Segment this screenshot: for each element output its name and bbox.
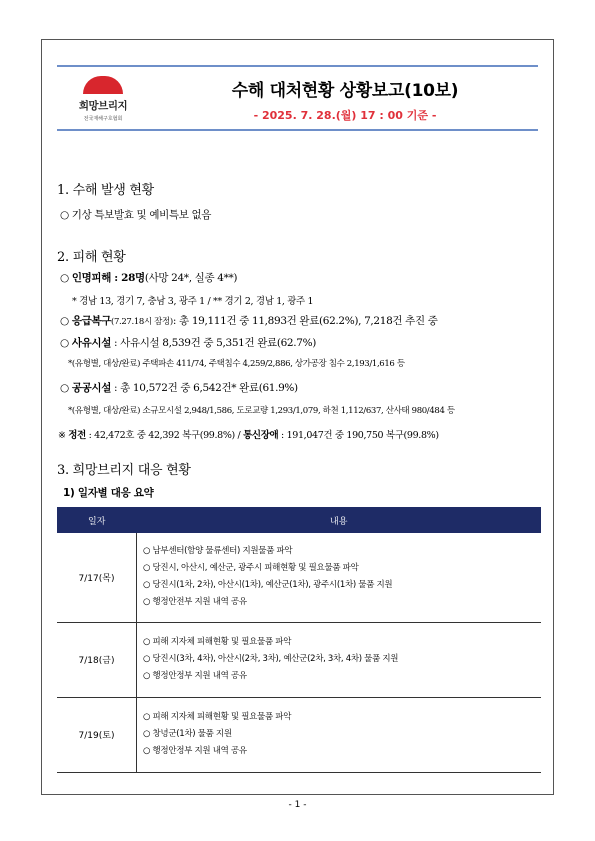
private-facilities-line [60,335,316,350]
content-column-header: 내용 [137,507,542,533]
page-number: - 1 - [288,800,307,810]
emergency-label: 응급복구 [71,315,111,327]
table-row [57,622,541,697]
public-note: *(유형별, 대상/완료) 소규모시설 2,948/1,586, 도로교량 1,293/1,079, 하천 1,112/637, 산사태 980/484 등 [68,406,455,416]
outage-line [58,427,439,441]
public-label: 공공시설 [71,382,111,394]
public-detail: : 총 10,572건 중 6,542건* 완료(61.9%) [110,382,298,394]
header-bottom-rule [57,129,538,131]
casualties-bullet: ○ [60,272,72,284]
emergency-detail: : 총 19,111건 중 11,893건 완료(62.2%), 7,218건 추진 중 [172,315,438,327]
table-row [57,533,541,622]
row-content [137,622,542,697]
row-content [137,533,542,622]
list-item: ○ 피해 지자체 피해현황 및 필요물품 파악 [143,637,292,647]
date-column-header: 일자 [57,507,137,533]
section-2-heading: 2. 피해 현황 [57,250,126,265]
row-date: 7/18(금) [57,622,137,697]
casualties-note: * 경남 13, 경기 7, 충남 3, 광주 1 / ** 경기 2, 경남 1, 광주 1 [72,296,314,307]
row-date: 7/17(목) [57,533,137,622]
outage-mark: ※ [58,430,69,441]
emergency-bullet: ○ [60,315,72,327]
private-bullet: ○ [60,337,72,349]
list-item: ○ 당진시(1차, 2차), 아산시(1차), 예산군(1차), 광주시(1차) 물품 지원 [143,580,393,591]
report-date: - 2025. 7. 28.(월) 17 : 00 기준 - [253,109,437,122]
report-title: 수해 대처현황 상황보고(10보) [231,81,459,101]
list-item: ○ 당진시(3차, 4차), 아산시(2차, 3차), 예산군(2차, 3차, 4차) 물품 지원 [143,654,399,664]
casualties-detail: (사망 24*, 실종 4**) [144,272,238,284]
casualties-line [60,270,237,285]
emergency-line [60,313,438,328]
private-detail: : 사유시설 8,539건 중 5,351건 완료(62.7%) [110,337,316,349]
daily-response-table [57,507,541,773]
logo-subtitle: 전국재해구호협회 [83,116,123,122]
telecom-detail: : 191,047건 중 190,750 복구(99.8%) [278,430,439,441]
list-item: ○ 행정안정부 지원 내역 공유 [143,746,247,756]
list-item: ○ 행정안전부 지원 내역 공유 [143,597,247,608]
list-item: ○ 남부센터(함양 물류센터) 지원물품 파악 [143,546,293,557]
outage-label: 정전 [68,430,86,441]
outage-detail: : 42,472호 중 42,392 복구(99.8%) / [85,430,244,441]
row-content [137,697,542,772]
weather-status: ○ 기상 특보발효 및 예비특보 없음 [60,209,212,221]
list-item: ○ 당진시, 아산시, 예산군, 광주시 피해현황 및 필요물품 파악 [143,563,359,574]
list-item: ○ 창녕군(1차) 물품 지원 [143,729,232,739]
public-facilities-line [60,380,298,395]
row-date: 7/19(토) [57,697,137,772]
list-item: ○ 행정안정부 지원 내역 공유 [143,671,247,681]
header-top-rule [57,65,538,67]
emergency-date: (7.27.18시 잠정) [110,317,173,327]
table-header-row [57,507,541,533]
daily-summary-heading: 1) 일자별 대응 요약 [63,487,154,499]
section-1-heading: 1. 수해 발생 현황 [57,183,154,198]
private-label: 사유시설 [71,337,111,349]
logo-arc-icon [83,76,123,94]
casualties-label: 인명피해 : 28명 [71,272,145,284]
telecom-label: 통신장애 [243,430,279,441]
section-3-heading: 3. 희망브리지 대응 현황 [57,463,191,478]
list-item: ○ 피해 지자체 피해현황 및 필요물품 파악 [143,712,292,722]
table-row [57,697,541,772]
logo [60,76,146,122]
public-bullet: ○ [60,382,72,394]
private-note: *(유형별, 대상/완료) 주택파손 411/74, 주택침수 4,259/2,886, 상가공장 침수 2,193/1,616 등 [68,359,405,369]
logo-name: 희망브리지 [78,100,128,112]
